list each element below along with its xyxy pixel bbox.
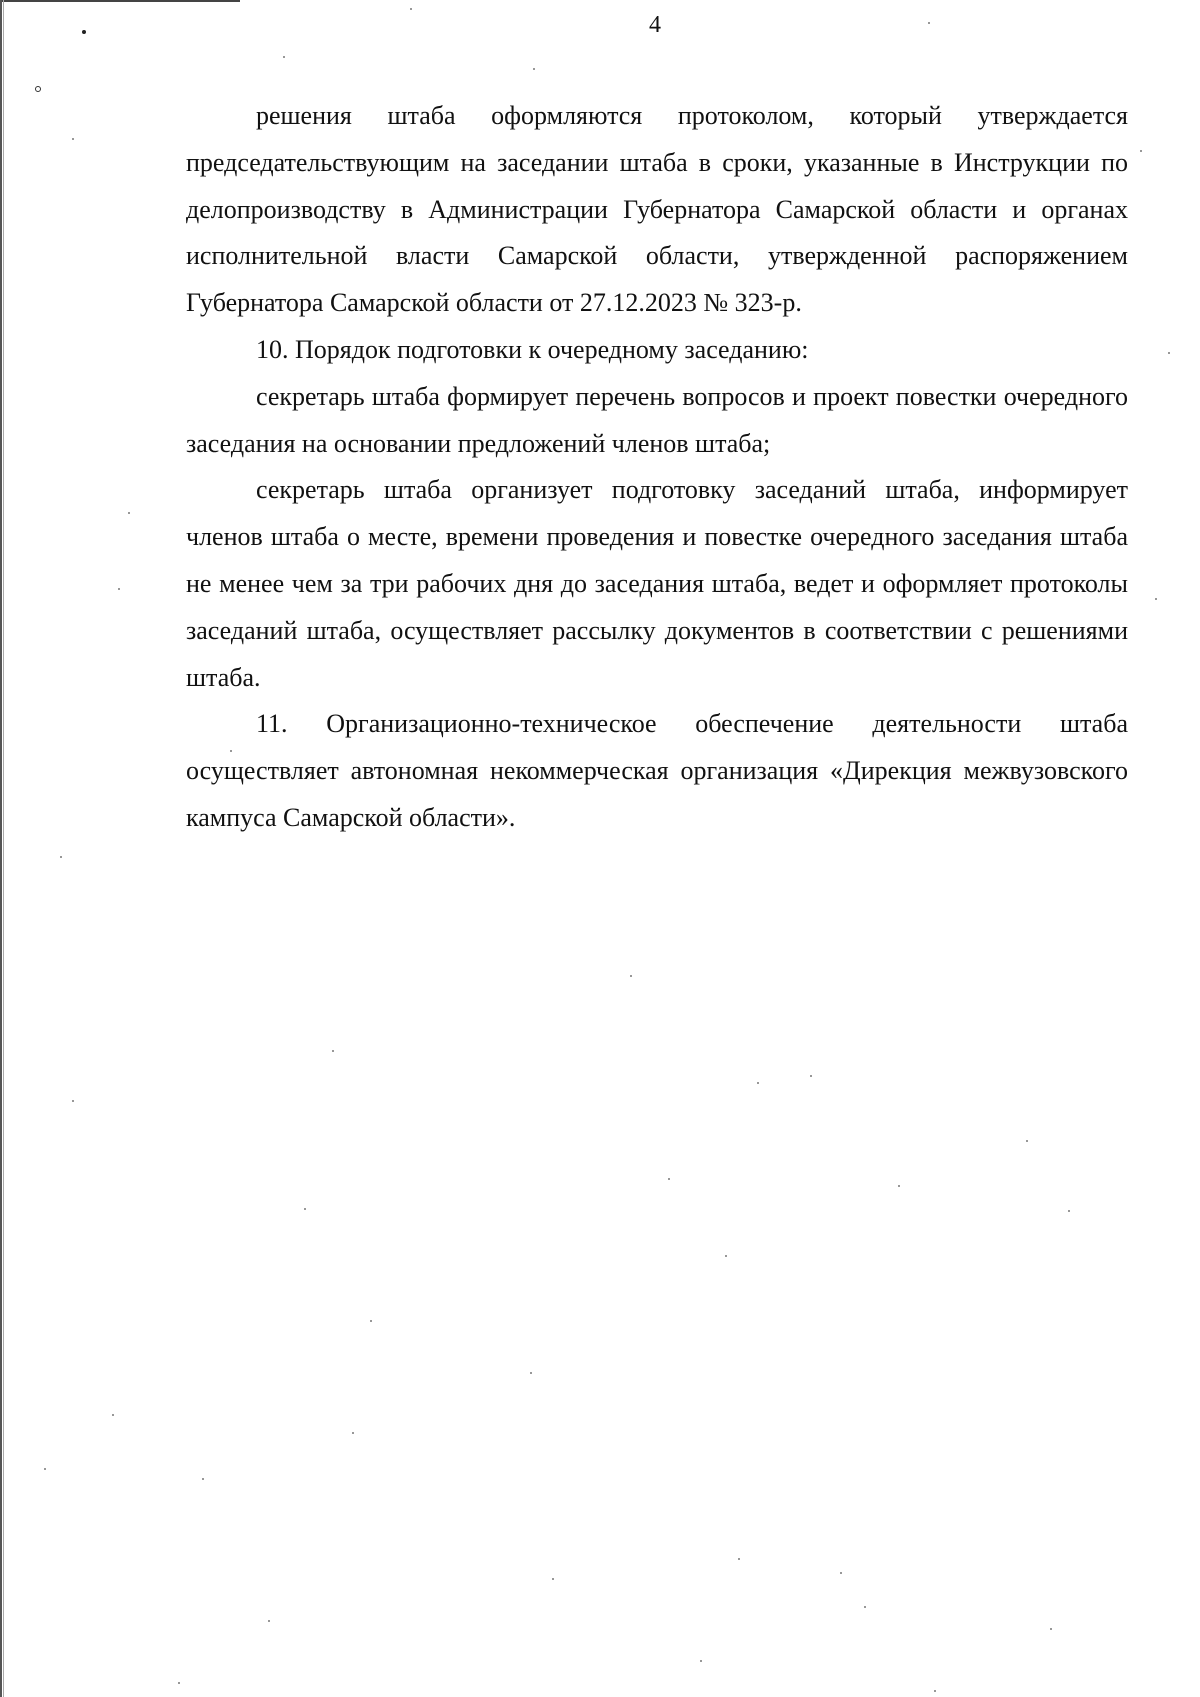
scan-speck (552, 1578, 554, 1580)
paragraph-secretary-organizes: секретарь штаба организует подготовку заседаний штаба, информирует членов штаба о месте, времени проведения и повестке очередного заседания штаба не менее чем за три рабочих дня до заседания штаба, ведет и оформляет протоколы заседаний штаба, осуществляет рассылку документов в соответствии с решениями штаба. (186, 475, 1128, 692)
scan-speck (898, 1185, 900, 1187)
paragraph-secretary-agenda: секретарь штаба формирует перечень вопросов и проект повестки очередного заседания на основании предложений членов штаба; (186, 381, 1128, 458)
scan-speck (668, 1178, 670, 1180)
scan-speck (630, 975, 632, 977)
scan-speck (82, 30, 86, 34)
scan-speck (1050, 1628, 1052, 1630)
scan-speck (118, 588, 120, 590)
scan-speck (1168, 352, 1170, 354)
scan-speck (1140, 150, 1142, 152)
scan-speck (757, 1082, 759, 1084)
paragraph-minutes: решения штаба оформляются протоколом, который утверждается председательствующим на заседании штаба в сроки, указанные в Инструкции по делопроизводству в Администрации Губернатора Самарской области и органах исполнительной власти Самарской области, утвержденной распоряжением Губернатора Самарской области от 27.12.2023 № 323-р. (186, 101, 1128, 318)
scan-speck (530, 1372, 532, 1374)
scan-speck (304, 1208, 306, 1210)
scan-speck (128, 512, 130, 514)
scan-speck (533, 68, 535, 70)
scan-speck (700, 1660, 702, 1662)
scan-speck (72, 1100, 74, 1102)
scan-speck (725, 1255, 727, 1257)
paragraph-item-10-heading: 10. Порядок подготовки к очередному заседанию: (256, 334, 809, 364)
scan-speck (1155, 598, 1157, 600)
paragraph-item-11: 11. Организационно-техническое обеспечение деятельности штаба осуществляет автономная некоммерческая организация «Дирекция межвузовского кампуса Самарской области». (186, 709, 1128, 832)
scan-speck (410, 8, 412, 10)
scan-speck (370, 1320, 372, 1322)
scan-speck (35, 86, 41, 92)
scan-speck (202, 1478, 204, 1480)
scan-speck (60, 856, 62, 858)
scan-speck (864, 1606, 866, 1608)
scan-speck (230, 750, 232, 752)
scan-speck (44, 1468, 46, 1470)
scan-speck (1068, 1210, 1070, 1212)
scan-speck (352, 1432, 354, 1434)
document-body (186, 93, 1128, 842)
scan-edge-left-inner (3, 0, 4, 1697)
scan-speck (810, 1075, 812, 1077)
scan-edge-left (0, 0, 2, 1697)
page-number: 4 (649, 12, 661, 38)
scan-speck (934, 1690, 936, 1692)
scan-speck (268, 1620, 270, 1622)
scan-speck (178, 1682, 180, 1684)
scan-speck (1026, 1140, 1028, 1142)
scan-edge-top (0, 0, 240, 2)
scan-speck (928, 22, 930, 24)
scan-speck (283, 56, 285, 58)
scan-speck (332, 1050, 334, 1052)
scan-speck (72, 138, 74, 140)
scan-speck (112, 1414, 114, 1416)
scan-speck (840, 1572, 842, 1574)
scan-speck (738, 1558, 740, 1560)
